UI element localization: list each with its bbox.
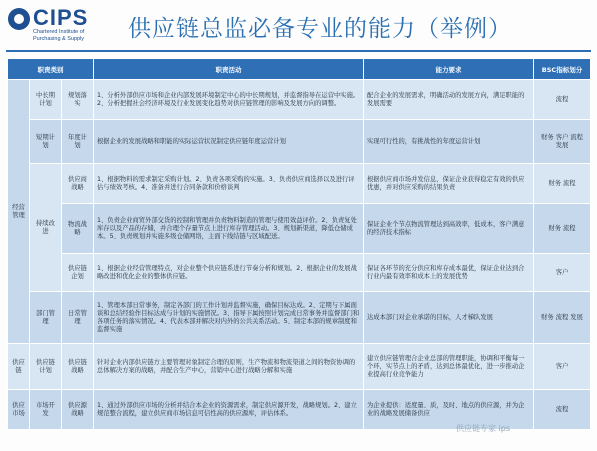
row-item: 规划落实 (62, 80, 94, 120)
table-row (8, 80, 591, 120)
row-activity: 1、通过外部供应市场的分析并结合本企业的资源需求，制定供应源开发，战略规划。2、建立规范整合流程，建立供应商市场信息可信性高的供应源库，评估体系。 (94, 390, 364, 430)
row-bsc: 财务 流程 (534, 204, 591, 254)
logo-sub-line-1: Chartered Institute of (33, 29, 85, 35)
row-item: 供应源战略 (62, 390, 94, 430)
row-sub: 中长期计划 (30, 80, 62, 120)
cips-logo (6, 4, 118, 50)
row-item: 供应链企划 (62, 254, 94, 292)
header-capability: 能力要求 (364, 59, 534, 80)
row-item: 年度计划 (62, 120, 94, 164)
row-item: 物流战略 (62, 204, 94, 254)
row-capability: 建立供应链管理合企业总部的管理职能，协调和平衡每一个环，实节点上的矛盾，达到总体最优化，进一步推动企业提高行业竞争能力 (364, 344, 534, 390)
row-sub: 市场开发 (30, 390, 62, 430)
row-sub: 部门管理 (30, 292, 62, 344)
row-activity: 1、负责企业商贸外部交货的控制和管理并负责物料制造的管理与使用效益评价。2、负责复处库存以及产品的存储，并合理个存量节点上进行库存管理活动。3、规划新渠道，降低仓储成本。5、负责规划并实施多级仓储网络，主面下线结链与区域配送。 (94, 204, 364, 254)
row-capability: 达成本部门对企业承诺的目标，人才梯队发展 (364, 292, 534, 344)
row-item: 供应链战略 (62, 344, 94, 390)
table-row (8, 164, 591, 204)
row-sub: 持续改进 (30, 164, 62, 292)
table-row (8, 292, 591, 344)
row-capability: 实现可行性的，有挑战性的年度运营计划 (364, 120, 534, 164)
group-label: 经营管理 (8, 80, 30, 344)
row-item: 供应商战略 (62, 164, 94, 204)
row-bsc: 财务 客户 流程 发展 (534, 120, 591, 164)
header-category: 职责类别 (8, 59, 94, 80)
header-bsc: BSC指标划分 (534, 59, 591, 80)
logo-subtitle (33, 29, 84, 42)
header-activity: 职责活动 (94, 59, 364, 80)
page-title: 供应链总监必备专业的能力（举例） (128, 16, 512, 42)
logo-name: CIPS (33, 5, 89, 30)
group-label: 供应市场 (8, 390, 30, 430)
row-capability: 为企业提供：适度量、质，及时、地点的供应源，并为企业的战略发展储备供应 (364, 390, 534, 430)
row-bsc: 流程 (534, 390, 591, 430)
row-bsc: 客户 (534, 344, 591, 390)
row-capability: 保证企业个节点物流管理达到高效率，低成本，客户满意的经济技术指标 (364, 204, 534, 254)
cips-logo-mark-icon (8, 8, 30, 30)
watermark-text: 供应链专家 ips (456, 424, 511, 433)
row-bsc: 财务 流程 发展 (534, 292, 591, 344)
row-activity: 1、管理本部日常事务，制定各部门的工作计划并监督实施，确保目标达成。2、定期与下属面谈和总结经验作目标达成与计划的实施情况。3、指导下属按照计划完成日常事务并监督部门和各项任务的落实情况。4、代表本部并解决对内外的公共关系活动。5、制定本部的规章制度和监督实施 (94, 292, 364, 344)
table-row (8, 254, 591, 292)
row-item: 日常管理 (62, 292, 94, 344)
table-row (8, 204, 591, 254)
table-header-row (8, 59, 591, 80)
row-activity: 针对企业内部供应链方主要管理对象制定合理的原则，生产物流和物流渠道之间的物资协调的总体解决方案的战略，并配合生产中心，营销中心进行战略分解和实施 (94, 344, 364, 390)
row-capability: 配合企业的发展需求，明确活动的发展方向，满足职能的发展需要 (364, 80, 534, 120)
row-sub: 短期计划 (30, 120, 62, 164)
row-activity: 1、分析外部供应市场和企业内部发展环境制定中心的中长期规划，并监督指导在运营中实施。2、分析把握社会经济环境及行业发展变化趋势对供应链管理的影响及发展方向的调整。 (94, 80, 364, 120)
row-bsc: 财务 流程 (534, 164, 591, 204)
row-capability: 保证各环节的充分供应和库存成本最优，保证企业达到合行业内最有效率和成本上的发展优势 (364, 254, 534, 292)
row-capability: 根据供应商市场并发信息，保证企业获得稳定有效的供应优惠，并对供应采购的结果负责 (364, 164, 534, 204)
table-row (8, 120, 591, 164)
row-activity: 根据企业的发展战略和职能的实际运营状况制定供应链年度运营计划 (94, 120, 364, 164)
group-label: 供应链 (8, 344, 30, 390)
capability-table (7, 58, 591, 430)
row-activity: 1、根据企业经营管理特点，对企业整个供应链系进行节奏分析和规划。2、根据企业的发展战略改进和优化企业的整体供应链。 (94, 254, 364, 292)
row-activity: 1、根据物料的需求制定采购计划。2、负责各项采购的实施。3、负责供应商选择以及进行评估与绩效考核。4、准备并进行合同条款和价格谈判 (94, 164, 364, 204)
table-row (8, 344, 591, 390)
row-sub: 供应链计划 (30, 344, 62, 390)
title-divider (6, 50, 591, 52)
row-bsc: 客户 (534, 254, 591, 292)
row-bsc: 流程 (534, 80, 591, 120)
logo-sub-line-2: Purchasing & Supply (33, 35, 85, 42)
